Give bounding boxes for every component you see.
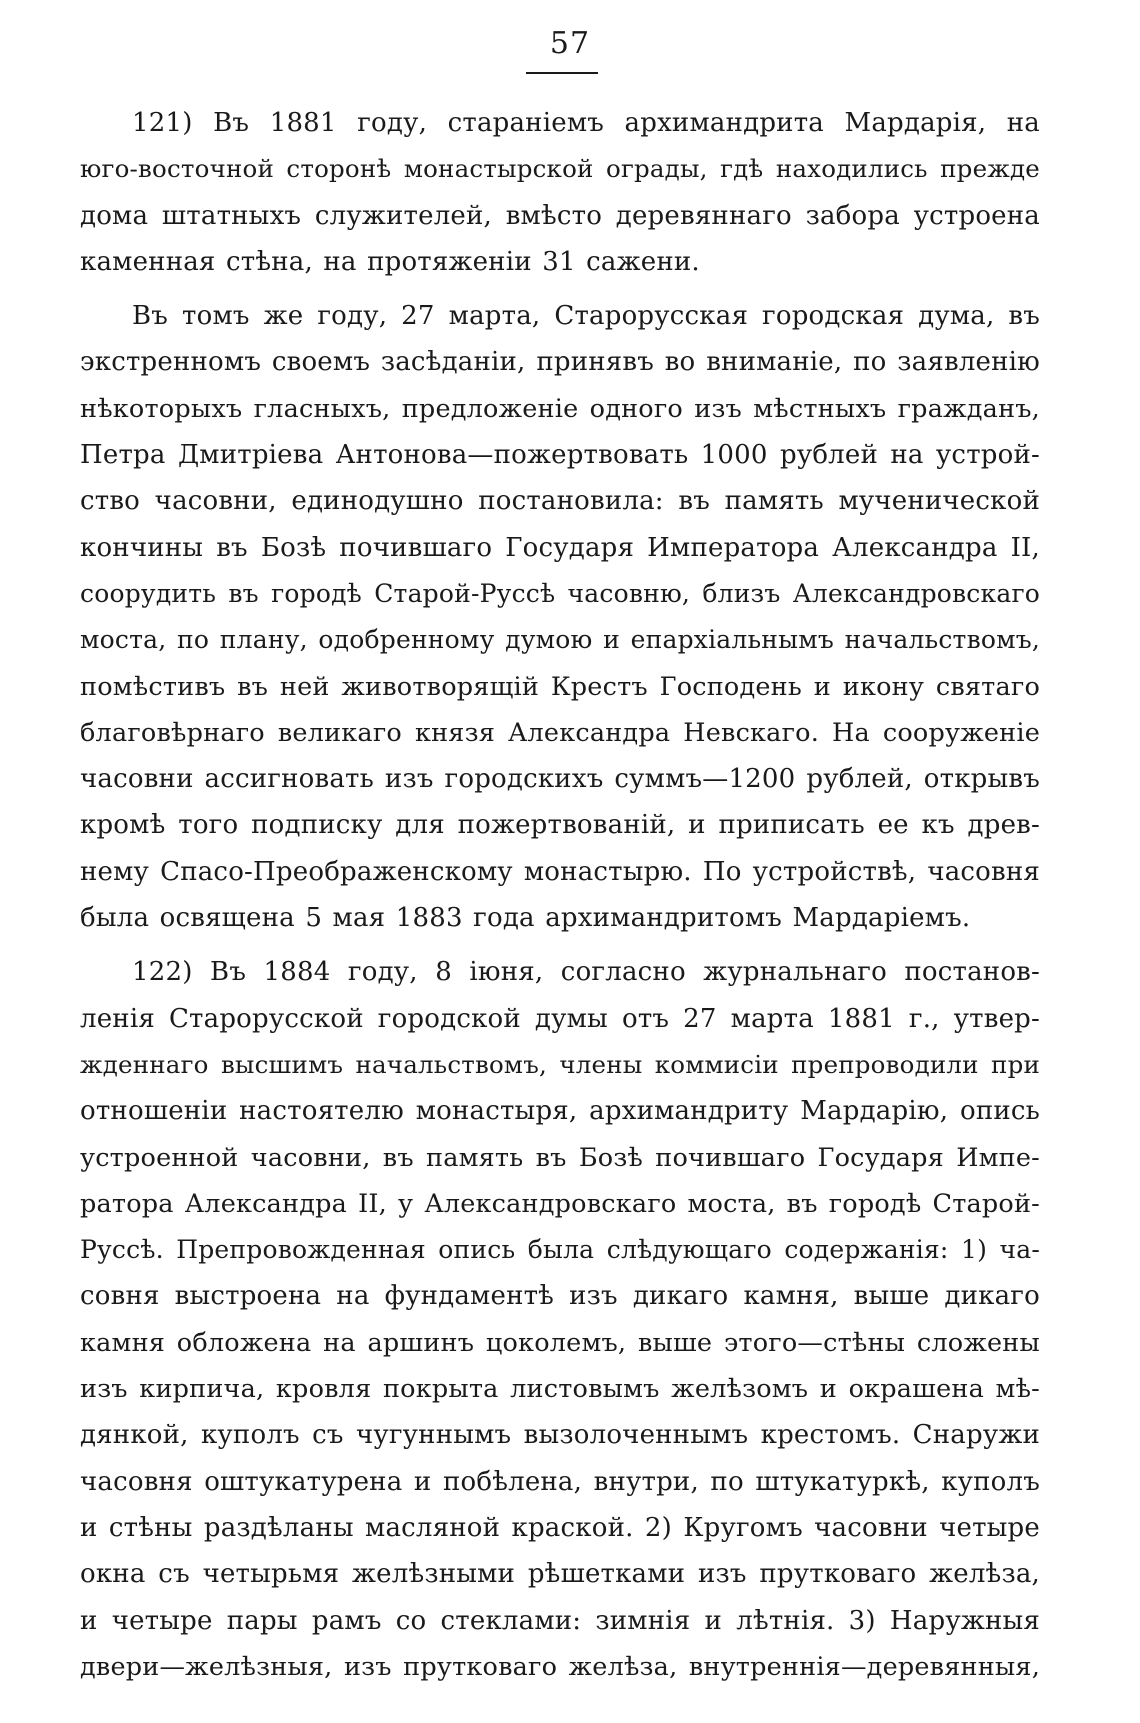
- text-line: часовни ассигновать изъ городскихъ суммъ—1200 рублей, открывъ: [80, 764, 1040, 795]
- text-line: кончины въ Бозѣ почившаго Государя Императора Александра II,: [80, 532, 1040, 563]
- text-line: совня выстроена на фундаментѣ изъ дикаго камня, выше дикаго: [80, 1281, 1040, 1312]
- text-line: и стѣны раздѣланы масляной краской. 2) Кругомъ часовни четыре: [80, 1512, 1040, 1543]
- text-line: нѣкоторыхъ гласныхъ, предложеніе одного изъ мѣстныхъ гражданъ,: [80, 393, 1040, 424]
- text-line: часовня оштукатурена и побѣлена, внутри, по штукатуркѣ, куполъ: [80, 1466, 1040, 1497]
- text-line: отношеніи настоятелю монастыря, архимандриту Мардарію, опись: [80, 1096, 1040, 1127]
- paragraph-121: [80, 100, 1040, 285]
- text-line: каменная стѣна, на протяженіи 31 сажени.: [80, 246, 700, 277]
- text-line: нему Спасо-Преображенскому монастырю. По устройствѣ, часовня: [80, 856, 1040, 887]
- text-line: помѣстивъ въ ней животворящій Крестъ Господень и икону святаго: [80, 671, 1040, 702]
- text-line: окна съ четырьмя желѣзными рѣшетками изъ прутковаго желѣза,: [80, 1559, 1040, 1590]
- text-line: кромѣ того подписку для пожертвованій, и приписать ее къ древ-: [80, 810, 1040, 841]
- text-line: юго-восточной сторонѣ монастырской ограды, гдѣ находились прежде: [80, 154, 1040, 184]
- text-line: моста, по плану, одобренному думою и епархіальнымъ начальствомъ,: [80, 625, 1040, 655]
- text-line: изъ кирпича, кровля покрыта листовымъ желѣзомъ и окрашена мѣ-: [80, 1374, 1040, 1405]
- page-number-rule: [526, 72, 598, 74]
- body-text: [80, 100, 1040, 1690]
- text-line: 122) Въ 1884 году, 8 іюня, согласно журнальнаго постанов-: [132, 957, 1040, 988]
- text-line: Въ томъ же году, 27 марта, Старорусская городская дума, въ: [132, 301, 1040, 332]
- text-line: экстренномъ своемъ засѣданіи, принявъ во вниманіе, по заявленію: [80, 347, 1040, 378]
- paragraph-gap: [80, 285, 1040, 293]
- paragraph-gap: [80, 941, 1040, 949]
- text-line: Руссѣ. Препровожденная опись была слѣдующаго содержанія: 1) ча-: [80, 1235, 1040, 1265]
- text-line: соорудить въ городѣ Старой-Руссѣ часовню, близъ Александровскаго: [80, 578, 1040, 608]
- text-line: устроенной часовни, въ память въ Бозѣ почившаго Государя Импе-: [80, 1142, 1040, 1173]
- text-line: камня обложена на аршинъ цоколемъ, выше этого—стѣны сложены: [80, 1327, 1040, 1358]
- text-line: Петра Дмитріева Антонова—пожертвовать 1000 рублей на устрой-: [80, 440, 1040, 471]
- text-line: жденнаго высшимъ начальствомъ, члены коммисіи препроводили при: [80, 1049, 1040, 1079]
- text-line: ратора Александра II, у Александровскаго моста, въ городѣ Старой-: [80, 1188, 1040, 1219]
- text-line: ство часовни, единодушно постановила: въ память мученической: [80, 486, 1040, 517]
- text-line: благовѣрнаго великаго князя Александра Невскаго. На сооруженіе: [80, 717, 1040, 748]
- page-number: 57: [549, 26, 591, 61]
- paragraph-121-continued: [80, 293, 1040, 941]
- text-line: двери—желѣзныя, изъ прутковаго желѣза, внутреннія—деревянныя,: [80, 1651, 1040, 1682]
- text-line: 121) Въ 1881 году, стараніемъ архимандрита Мардарія, на: [132, 108, 1040, 138]
- text-line: дома штатныхъ служителей, вмѣсто деревяннаго забора устроена: [80, 200, 1040, 231]
- text-line: дянкой, куполъ съ чугуннымъ вызолоченнымъ крестомъ. Снаружи: [80, 1420, 1040, 1451]
- text-line: ленія Старорусской городской думы отъ 27 марта 1881 г., утвер-: [80, 1003, 1040, 1034]
- text-line: и четыре пары рамъ со стеклами: зимнія и лѣтнія. 3) Наружныя: [80, 1605, 1040, 1636]
- paragraph-122: [80, 949, 1040, 1690]
- text-line: была освящена 5 мая 1883 года архимандритомъ Мардаріемъ.: [80, 903, 971, 934]
